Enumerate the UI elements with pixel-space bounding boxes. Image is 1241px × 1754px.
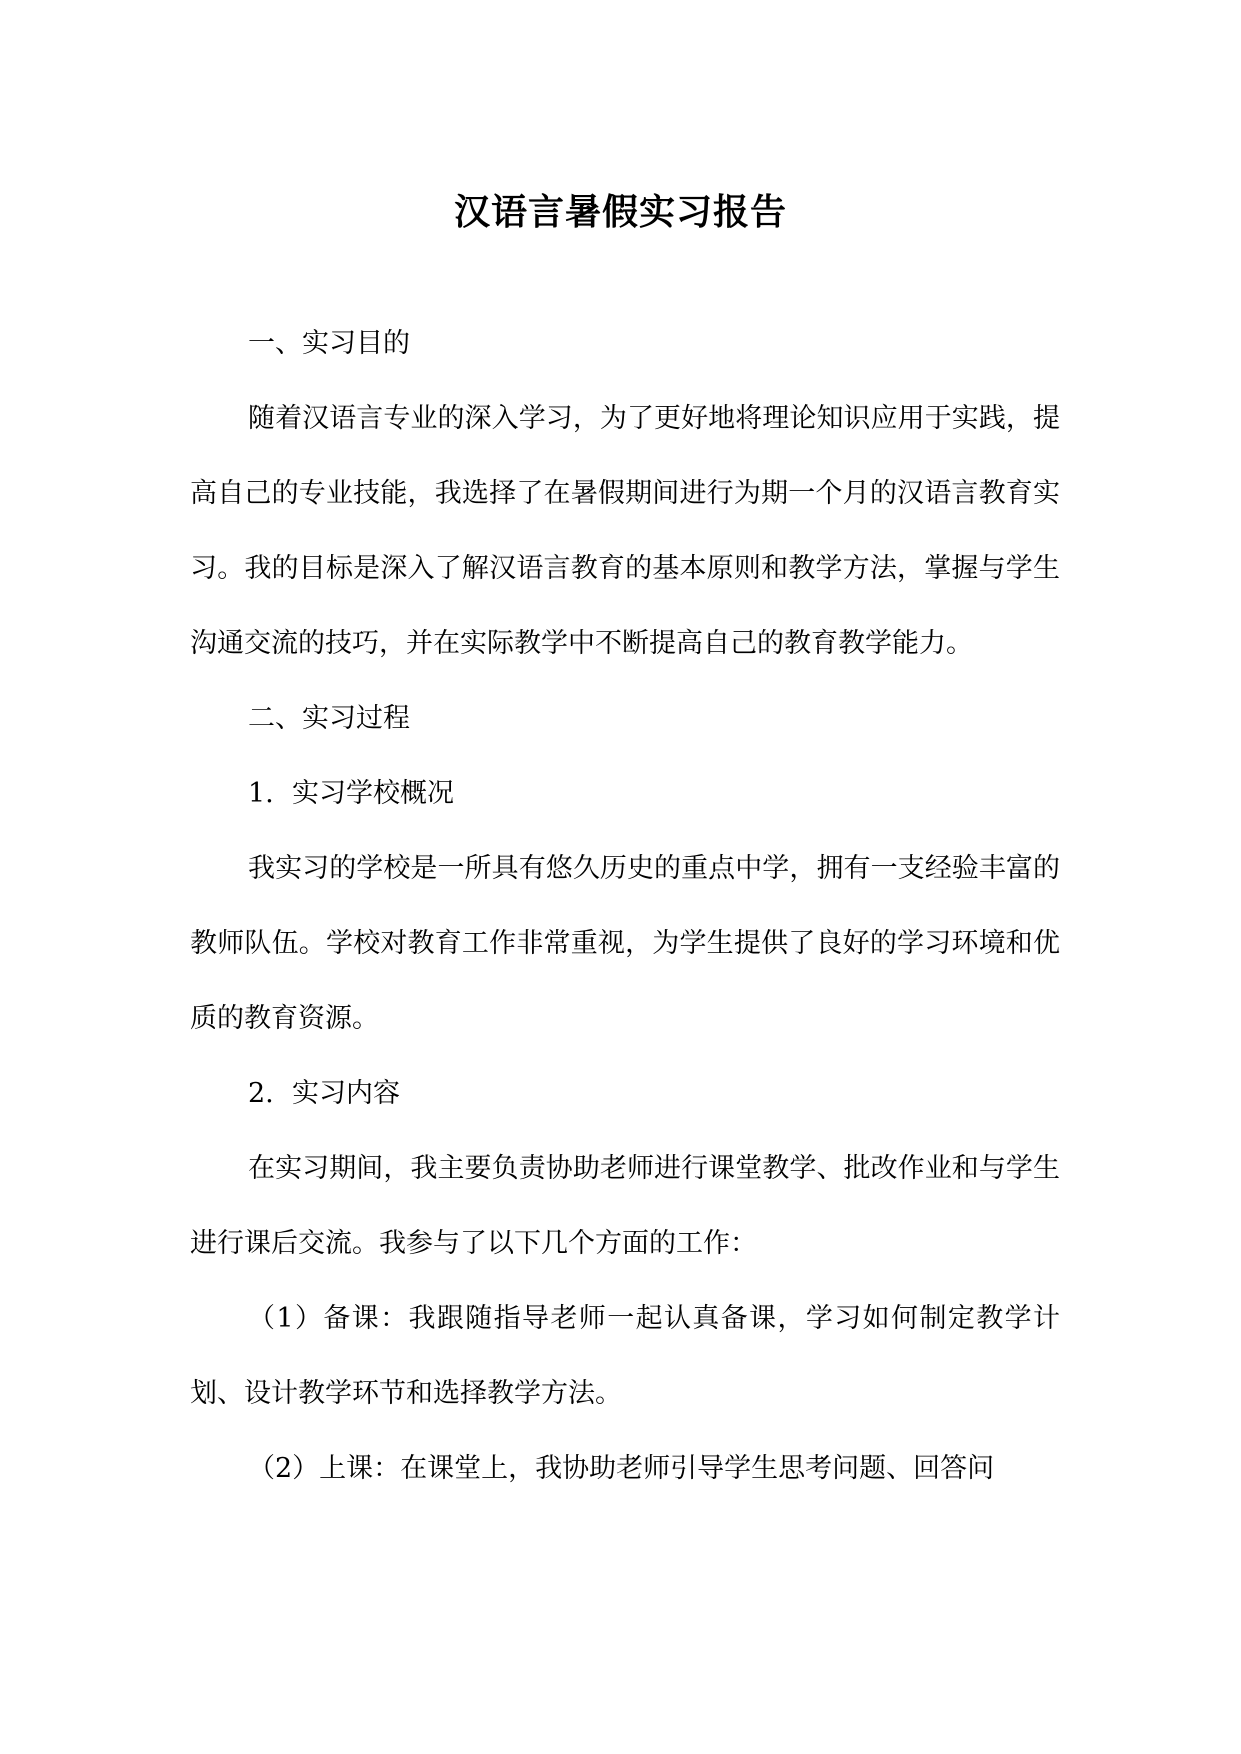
subsection-heading-content <box>190 1056 1060 1131</box>
document-body <box>190 306 1060 1506</box>
list-item-preparation: （1）备课：我跟随指导老师一起认真备课，学习如何制定教学计划、设计教学环节和选择教学方法。 <box>190 1303 1060 1409</box>
paragraph-content: 在实习期间，我主要负责协助老师进行课堂教学、批改作业和与学生进行课后交流。我参与了以下几个方面的工作： <box>190 1153 1060 1259</box>
document-title: 汉语言暑假实习报告 <box>453 191 787 233</box>
paragraph-purpose: 随着汉语言专业的深入学习，为了更好地将理论知识应用于实践，提高自己的专业技能，我选择了在暑假期间进行为期一个月的汉语言教育实习。我的目标是深入了解汉语言教育的基本原则和教学方法，掌握与学生沟通交流的技巧，并在实际教学中不断提高自己的教育教学能力。 <box>190 403 1060 659</box>
subsection-number: 2. <box>248 1078 274 1109</box>
subsection-heading-school <box>190 756 1060 831</box>
section-heading-process: 二、实习过程 <box>248 703 410 734</box>
subsection-title: 实习学校概况 <box>292 778 454 809</box>
subsection-title: 实习内容 <box>292 1078 400 1109</box>
paragraph-school: 我实习的学校是一所具有悠久历史的重点中学，拥有一支经验丰富的教师队伍。学校对教育工作非常重视，为学生提供了良好的学习环境和优质的教育资源。 <box>190 853 1060 1034</box>
list-item-teaching: （2）上课：在课堂上，我协助老师引导学生思考问题、回答问 <box>248 1453 995 1484</box>
subsection-number: 1. <box>248 778 274 809</box>
section-heading-purpose: 一、实习目的 <box>248 328 410 359</box>
